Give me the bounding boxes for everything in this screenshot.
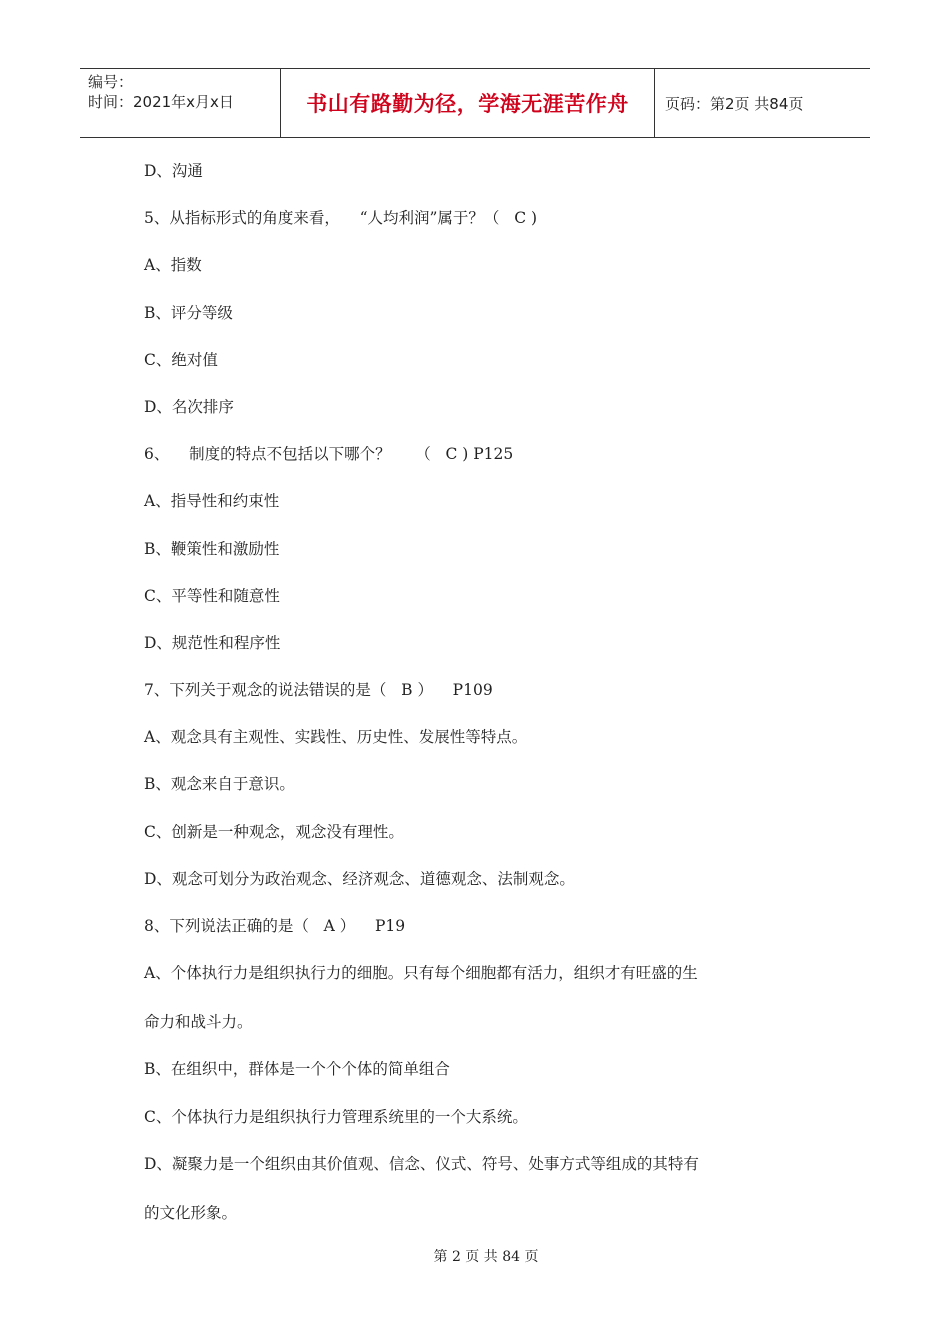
option-b: B、在组织中，群体是一个个个体的简单组合 bbox=[144, 1060, 450, 1079]
page-footer: 第 2 页 共 84 页 bbox=[433, 1249, 539, 1265]
question-7: 7、下列关于观念的说法错误的是（ B ） P109 bbox=[144, 681, 493, 700]
option-d: D、观念可划分为政治观念、经济观念、道德观念、法制观念。 bbox=[144, 869, 575, 888]
header-meta bbox=[80, 69, 281, 137]
option-c: C、个体执行力是组织执行力管理系统里的一个大系统。 bbox=[144, 1107, 528, 1126]
option-d-continued: 的文化形象。 bbox=[144, 1203, 238, 1222]
option-d: D、名次排序 bbox=[144, 397, 234, 416]
option-a-continued: 命力和战斗力。 bbox=[144, 1013, 253, 1032]
document-body bbox=[144, 158, 764, 1247]
option-d: D、凝聚力是一个组织由其价值观、信念、仪式、符号、处事方式等组成的其特有 bbox=[144, 1154, 699, 1173]
header-motto: 书山有路勤为径，学海无涯苦作舟 bbox=[281, 69, 655, 137]
option-c: C、平等性和随意性 bbox=[144, 586, 280, 605]
option-b: B、观念来自于意识。 bbox=[144, 775, 295, 794]
option-b: B、评分等级 bbox=[144, 303, 233, 322]
option-d: D、规范性和程序性 bbox=[144, 633, 281, 652]
option-c: C、创新是一种观念，观念没有理性。 bbox=[144, 822, 404, 841]
option-a: A、个体执行力是组织执行力的细胞。只有每个细胞都有活力，组织才有旺盛的生 bbox=[144, 964, 698, 983]
option-a: A、指导性和约束性 bbox=[144, 492, 280, 511]
option-a: A、指数 bbox=[144, 256, 202, 275]
text-line: D、沟通 bbox=[144, 162, 203, 180]
page-header bbox=[80, 68, 870, 138]
document-number-label: 编号： bbox=[88, 73, 134, 91]
option-b: B、鞭策性和激励性 bbox=[144, 539, 280, 558]
question-6: 6、 制度的特点不包括以下哪个？ （ C ) P125 bbox=[144, 445, 514, 464]
option-a: A、观念具有主观性、实践性、历史性、发展性等特点。 bbox=[144, 728, 528, 747]
header-page-number: 页码：第2页 共84页 bbox=[665, 94, 804, 113]
question-5: 5、从指标形式的角度来看， “人均利润”属于？（ C ) bbox=[144, 209, 538, 228]
document-date: 时间：2021年x月x日 bbox=[88, 93, 234, 111]
option-c: C、绝对值 bbox=[144, 350, 218, 369]
question-8: 8、下列说法正确的是（ A ） P19 bbox=[144, 917, 406, 935]
